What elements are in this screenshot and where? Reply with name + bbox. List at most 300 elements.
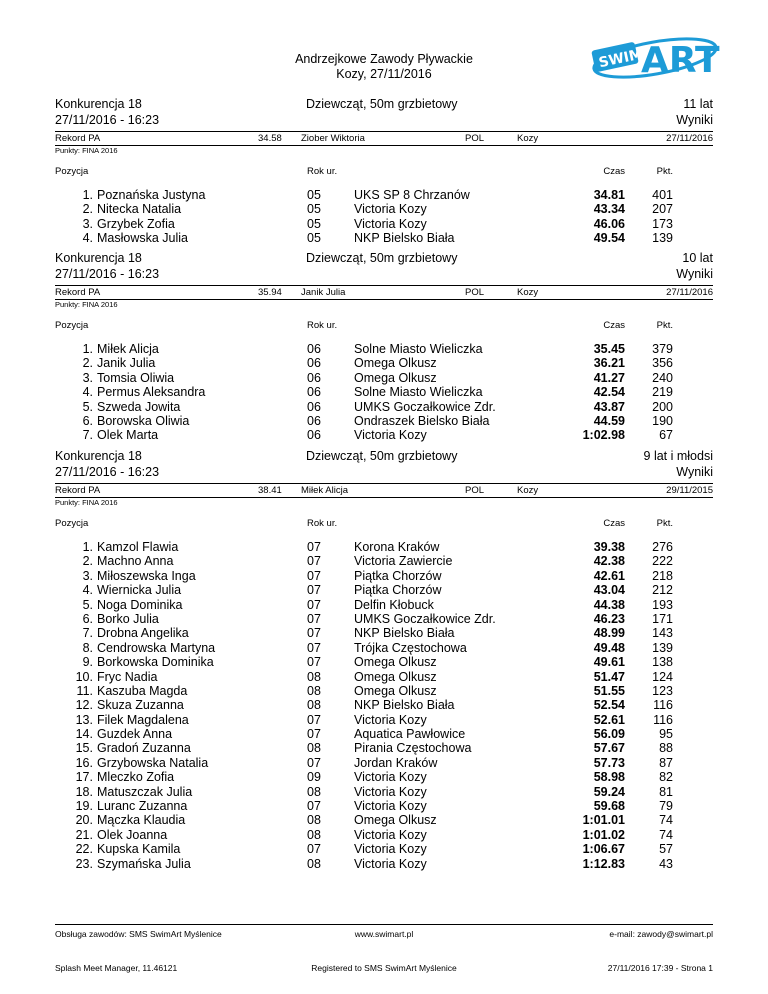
record-nation: POL <box>465 485 485 496</box>
result-position: 18. <box>75 784 93 799</box>
fina-points: 116 <box>653 712 673 727</box>
result-row <box>55 857 713 871</box>
club-name: Trójka Częstochowa <box>354 640 467 655</box>
birth-year: 08 <box>307 698 321 713</box>
result-row <box>55 713 713 727</box>
fina-points: 219 <box>652 385 673 400</box>
result-time: 46.06 <box>593 216 625 231</box>
club-name: Omega Olkusz <box>354 356 437 371</box>
swimmer-name: Masłowska Julia <box>97 231 189 246</box>
swimmer-name: Borkowska Dominika <box>97 655 214 670</box>
birth-year: 06 <box>307 399 321 414</box>
swimmer-name: Matuszczak Julia <box>97 784 193 799</box>
club-name: NKP Bielsko Biała <box>354 231 455 246</box>
event-title: Konkurencja 18 <box>55 449 142 463</box>
result-time: 57.67 <box>593 741 625 756</box>
record-place: Kozy <box>517 287 539 298</box>
birth-year: 05 <box>307 216 321 231</box>
result-row <box>55 655 713 669</box>
result-row <box>55 583 713 597</box>
result-time: 35.45 <box>593 342 625 356</box>
birth-year: 07 <box>307 727 321 742</box>
result-time: 1:12.83 <box>582 856 625 871</box>
record-nation: POL <box>465 287 485 298</box>
club-name: Ondraszek Bielsko Biała <box>354 413 490 428</box>
result-time: 48.99 <box>593 626 625 641</box>
club-name: Omega Olkusz <box>354 683 437 698</box>
result-row <box>55 385 713 399</box>
birth-year: 08 <box>307 856 321 871</box>
result-row <box>55 202 713 216</box>
club-name: Omega Olkusz <box>354 370 437 385</box>
event-kind: Wyniki <box>676 266 713 281</box>
club-name: NKP Bielsko Biała <box>354 626 455 641</box>
swimmer-name: Mączka Klaudia <box>97 813 186 828</box>
result-position: 10. <box>75 669 93 684</box>
record-place: Kozy <box>517 133 539 144</box>
result-position: 20. <box>75 813 93 828</box>
record-date: 29/11/2015 <box>666 485 713 496</box>
fina-points: 139 <box>652 640 673 655</box>
swimmer-name: Cendrowska Martyna <box>97 640 216 655</box>
meet-title: Andrzejkowe Zawody Pływackie <box>295 52 473 66</box>
swimmer-name: Miłoszewska Inga <box>97 568 196 583</box>
result-position: 7. <box>82 428 93 443</box>
result-position: 14. <box>75 727 93 742</box>
birth-year: 07 <box>307 655 321 670</box>
event-name: Dziewcząt, 50m grzbietowy <box>306 251 458 265</box>
birth-year: 07 <box>307 583 321 598</box>
result-position: 2. <box>82 356 93 371</box>
result-row <box>55 799 713 813</box>
record-holder: Miłek Alicja <box>301 485 348 496</box>
birth-year: 07 <box>307 712 321 727</box>
club-name: UKS SP 8 Chrzanów <box>354 188 470 202</box>
result-position: 2. <box>82 202 93 217</box>
birth-year: 07 <box>307 842 321 857</box>
swimmer-name: Kamzol Flawia <box>97 540 179 554</box>
swimmer-name: Szymańska Julia <box>97 856 191 871</box>
birth-year: 07 <box>307 611 321 626</box>
footer-software: Splash Meet Manager, 11.46121 <box>55 963 178 973</box>
swimmer-name: Kupska Kamila <box>97 842 181 857</box>
result-row <box>55 598 713 612</box>
yob-header: Rok ur. <box>307 166 338 177</box>
fina-points: 379 <box>652 342 673 356</box>
result-row <box>55 641 713 655</box>
fina-points: 43 <box>659 856 673 871</box>
svg-text:SWIM: SWIM <box>597 46 645 72</box>
result-row <box>55 414 713 428</box>
record-label: Rekord PA <box>55 287 101 298</box>
swimmer-name: Mleczko Zofia <box>97 770 175 785</box>
swimmer-name: Luranc Zuzanna <box>97 799 188 814</box>
result-time: 1:01.02 <box>582 827 625 842</box>
event-datetime: 27/11/2016 - 16:23 <box>55 266 160 281</box>
result-time: 59.24 <box>593 784 625 799</box>
footer-printed: 27/11/2016 17:39 - Strona 1 <box>607 963 713 973</box>
column-headers <box>55 517 713 530</box>
result-time: 49.61 <box>593 655 625 670</box>
result-row <box>55 828 713 842</box>
event-name: Dziewcząt, 50m grzbietowy <box>306 97 458 111</box>
yob-header: Rok ur. <box>307 518 338 529</box>
result-row <box>55 231 713 245</box>
result-time: 43.34 <box>593 202 625 217</box>
club-name: Victoria Kozy <box>354 842 427 857</box>
result-time: 49.54 <box>593 231 625 246</box>
result-time: 39.38 <box>593 540 625 554</box>
fina-points: 222 <box>652 554 673 569</box>
record-line <box>55 285 713 300</box>
swimmer-name: Grzybowska Natalia <box>97 755 209 770</box>
fina-points: 401 <box>652 188 673 202</box>
fina-points: 212 <box>652 583 673 598</box>
birth-year: 07 <box>307 568 321 583</box>
fina-points: 123 <box>652 683 673 698</box>
result-row <box>55 540 713 554</box>
result-row <box>55 428 713 442</box>
birth-year: 07 <box>307 540 321 554</box>
points-note: Punkty: FINA 2016 <box>55 146 118 155</box>
club-name: Piątka Chorzów <box>354 583 442 598</box>
result-row <box>55 842 713 856</box>
fina-points: 79 <box>659 799 673 814</box>
result-position: 23. <box>75 856 93 871</box>
result-row <box>55 569 713 583</box>
fina-points: 82 <box>659 770 673 785</box>
fina-points: 143 <box>652 626 673 641</box>
fina-points: 74 <box>659 813 673 828</box>
result-position: 4. <box>82 231 93 246</box>
result-position: 1. <box>82 188 93 202</box>
fina-points: 81 <box>659 784 673 799</box>
result-position: 11. <box>76 683 93 698</box>
club-name: Delfin Kłobuck <box>354 597 434 612</box>
result-position: 3. <box>82 216 93 231</box>
result-time: 49.48 <box>593 640 625 655</box>
club-name: Victoria Kozy <box>354 784 427 799</box>
result-position: 4. <box>82 583 93 598</box>
birth-year: 07 <box>307 597 321 612</box>
record-time: 35.94 <box>258 287 282 298</box>
result-time: 1:02.98 <box>582 428 625 443</box>
fina-points: 74 <box>659 827 673 842</box>
event-kind: Wyniki <box>676 112 713 127</box>
result-time: 36.21 <box>593 356 625 371</box>
club-name: Jordan Kraków <box>354 755 438 770</box>
birth-year: 05 <box>307 188 321 202</box>
result-time: 59.68 <box>593 799 625 814</box>
result-position: 6. <box>82 413 93 428</box>
result-row <box>55 741 713 755</box>
result-time: 52.61 <box>593 712 625 727</box>
birth-year: 07 <box>307 640 321 655</box>
swimmer-name: Nitecka Natalia <box>97 202 182 217</box>
result-time: 44.38 <box>593 597 625 612</box>
result-position: 6. <box>82 611 93 626</box>
event-age: 9 lat i młodsi <box>643 449 713 463</box>
record-label: Rekord PA <box>55 133 101 144</box>
birth-year: 06 <box>307 370 321 385</box>
swimmer-name: Poznańska Justyna <box>97 188 206 202</box>
results-list <box>55 342 713 443</box>
result-row <box>55 770 713 784</box>
birth-year: 06 <box>307 342 321 356</box>
result-position: 22. <box>75 842 93 857</box>
result-position: 17. <box>75 770 93 785</box>
result-position: 19. <box>75 799 93 814</box>
record-holder: Janik Julia <box>301 287 346 298</box>
fina-points: 218 <box>652 568 673 583</box>
swimmer-name: Olek Marta <box>97 428 159 443</box>
swimmer-name: Guzdek Anna <box>97 727 173 742</box>
result-position: 9. <box>82 655 93 670</box>
event-title: Konkurencja 18 <box>55 251 142 265</box>
event-datetime: 27/11/2016 - 16:23 <box>55 112 160 127</box>
footer-email[interactable]: e-mail: zawody@swimart.pl <box>609 929 713 939</box>
club-name: UMKS Goczałkowice Zdr. <box>354 399 496 414</box>
club-name: Piątka Chorzów <box>354 568 442 583</box>
birth-year: 07 <box>307 554 321 569</box>
points-note: Punkty: FINA 2016 <box>55 498 118 507</box>
swimart-logo <box>585 24 720 82</box>
event-title: Konkurencja 18 <box>55 97 142 111</box>
result-row <box>55 684 713 698</box>
result-position: 8. <box>82 640 93 655</box>
result-position: 7. <box>82 626 93 641</box>
swimmer-name: Machno Anna <box>97 554 174 569</box>
swimmer-name: Kaszuba Magda <box>97 683 188 698</box>
result-position: 3. <box>82 370 93 385</box>
result-time: 1:01.01 <box>582 813 625 828</box>
swimmer-name: Grzybek Zofia <box>97 216 175 231</box>
meet-subtitle: Kozy, 27/11/2016 <box>336 67 432 81</box>
event-block-1 <box>55 97 713 246</box>
fina-points: 139 <box>652 231 673 246</box>
record-date: 27/11/2016 <box>666 133 713 144</box>
fina-points: 173 <box>652 216 673 231</box>
pts-header: Pkt. <box>656 518 673 529</box>
swimmer-name: Filek Magdalena <box>97 712 189 727</box>
result-row <box>55 670 713 684</box>
result-row <box>55 813 713 827</box>
result-row <box>55 217 713 231</box>
event-age: 11 lat <box>683 97 713 111</box>
birth-year: 06 <box>307 428 321 443</box>
fina-points: 87 <box>659 755 673 770</box>
result-row <box>55 727 713 741</box>
fina-points: 57 <box>659 842 673 857</box>
result-time: 43.04 <box>593 583 625 598</box>
fina-points: 171 <box>652 611 673 626</box>
record-place: Kozy <box>517 485 539 496</box>
pts-header: Pkt. <box>656 166 673 177</box>
event-block-3 <box>55 449 713 871</box>
result-position: 4. <box>82 385 93 400</box>
result-position: 16. <box>75 755 93 770</box>
record-date: 27/11/2016 <box>666 287 713 298</box>
result-position: 1. <box>82 342 93 356</box>
record-time: 38.41 <box>258 485 282 496</box>
result-time: 58.98 <box>593 770 625 785</box>
swimmer-name: Borowska Oliwia <box>97 413 190 428</box>
birth-year: 07 <box>307 626 321 641</box>
club-name: Victoria Kozy <box>354 827 427 842</box>
event-age: 10 lat <box>682 251 713 265</box>
club-name: Victoria Kozy <box>354 428 427 443</box>
event-block-2 <box>55 251 713 443</box>
swimmer-name: Drobna Angelika <box>97 626 189 641</box>
fina-points: 207 <box>652 202 673 217</box>
swimmer-name: Olek Joanna <box>97 827 168 842</box>
swimmer-name: Janik Julia <box>97 356 156 371</box>
record-label: Rekord PA <box>55 485 101 496</box>
club-name: Omega Olkusz <box>354 655 437 670</box>
result-time: 52.54 <box>593 698 625 713</box>
result-row <box>55 342 713 356</box>
swimmer-name: Wiernicka Julia <box>97 583 182 598</box>
yob-header: Rok ur. <box>307 320 338 331</box>
result-time: 34.81 <box>593 188 625 202</box>
column-headers <box>55 165 713 178</box>
fina-points: 190 <box>652 413 673 428</box>
result-row <box>55 756 713 770</box>
club-name: Victoria Kozy <box>354 216 427 231</box>
birth-year: 08 <box>307 813 321 828</box>
birth-year: 08 <box>307 669 321 684</box>
time-header: Czas <box>603 166 625 177</box>
birth-year: 08 <box>307 784 321 799</box>
birth-year: 06 <box>307 385 321 400</box>
result-time: 43.87 <box>593 399 625 414</box>
pos-header: Pozycja <box>55 320 89 331</box>
club-name: Victoria Kozy <box>354 770 427 785</box>
result-position: 1. <box>82 540 93 554</box>
results-list <box>55 540 713 871</box>
swimmer-name: Fryc Nadia <box>97 669 158 684</box>
footer-website[interactable]: www.swimart.pl <box>354 929 414 939</box>
result-time: 42.61 <box>593 568 625 583</box>
event-datetime: 27/11/2016 - 16:23 <box>55 464 160 479</box>
results-list <box>55 188 713 246</box>
result-time: 44.59 <box>593 413 625 428</box>
footer-divider <box>55 924 713 925</box>
result-time: 42.54 <box>593 385 625 400</box>
record-holder: Ziober Wiktoria <box>301 133 365 144</box>
fina-points: 67 <box>659 428 673 443</box>
birth-year: 08 <box>307 741 321 756</box>
pos-header: Pozycja <box>55 166 89 177</box>
result-position: 2. <box>82 554 93 569</box>
time-header: Czas <box>603 518 625 529</box>
swimmer-name: Miłek Alicja <box>97 342 159 356</box>
pts-header: Pkt. <box>656 320 673 331</box>
result-position: 21. <box>75 827 93 842</box>
birth-year: 05 <box>307 231 321 246</box>
result-position: 12. <box>75 698 93 713</box>
result-time: 57.73 <box>593 755 625 770</box>
result-time: 42.38 <box>593 554 625 569</box>
birth-year: 07 <box>307 799 321 814</box>
fina-points: 88 <box>659 741 673 756</box>
fina-points: 95 <box>659 727 673 742</box>
birth-year: 08 <box>307 683 321 698</box>
time-header: Czas <box>603 320 625 331</box>
result-row <box>55 188 713 202</box>
result-position: 15. <box>75 741 93 756</box>
club-name: Victoria Zawiercie <box>354 554 453 569</box>
swimmer-name: Permus Aleksandra <box>97 385 206 400</box>
birth-year: 09 <box>307 770 321 785</box>
club-name: Omega Olkusz <box>354 669 437 684</box>
pos-header: Pozycja <box>55 518 89 529</box>
club-name: Solne Miasto Wieliczka <box>354 342 483 356</box>
swimmer-name: Borko Julia <box>97 611 159 626</box>
fina-points: 116 <box>653 698 673 713</box>
result-row <box>55 400 713 414</box>
club-name: Victoria Kozy <box>354 799 427 814</box>
result-row <box>55 612 713 626</box>
record-line <box>55 131 713 146</box>
swimmer-name: Szweda Jowita <box>97 399 181 414</box>
event-kind: Wyniki <box>676 464 713 479</box>
club-name: Pirania Częstochowa <box>354 741 472 756</box>
result-position: 13. <box>75 712 93 727</box>
fina-points: 200 <box>652 399 673 414</box>
result-time: 46.23 <box>593 611 625 626</box>
swimmer-name: Tomsia Oliwia <box>97 370 175 385</box>
result-position: 5. <box>82 399 93 414</box>
svg-text:ART: ART <box>641 40 720 81</box>
fina-points: 356 <box>652 356 673 371</box>
swimmer-name: Noga Dominika <box>97 597 183 612</box>
result-row <box>55 626 713 640</box>
result-row <box>55 371 713 385</box>
record-time: 34.58 <box>258 133 282 144</box>
result-position: 3. <box>82 568 93 583</box>
footer-registered: Registered to SMS SwimArt Myślenice <box>311 963 457 973</box>
birth-year: 07 <box>307 755 321 770</box>
result-position: 5. <box>82 597 93 612</box>
fina-points: 240 <box>652 370 673 385</box>
fina-points: 276 <box>652 540 673 554</box>
result-row <box>55 554 713 568</box>
fina-points: 124 <box>652 669 673 684</box>
club-name: UMKS Goczałkowice Zdr. <box>354 611 496 626</box>
swimmer-name: Gradoń Zuzanna <box>97 741 191 756</box>
birth-year: 05 <box>307 202 321 217</box>
result-time: 1:06.67 <box>582 842 625 857</box>
result-time: 41.27 <box>593 370 625 385</box>
result-row <box>55 785 713 799</box>
club-name: NKP Bielsko Biała <box>354 698 455 713</box>
fina-points: 138 <box>652 655 673 670</box>
record-line <box>55 483 713 498</box>
birth-year: 06 <box>307 356 321 371</box>
birth-year: 08 <box>307 827 321 842</box>
result-time: 56.09 <box>593 727 625 742</box>
club-name: Victoria Kozy <box>354 712 427 727</box>
club-name: Victoria Kozy <box>354 202 427 217</box>
column-headers <box>55 319 713 332</box>
result-row <box>55 698 713 712</box>
club-name: Solne Miasto Wieliczka <box>354 385 483 400</box>
birth-year: 06 <box>307 413 321 428</box>
club-name: Omega Olkusz <box>354 813 437 828</box>
footer-operator: Obsługa zawodów: SMS SwimArt Myślenice <box>55 929 222 939</box>
result-row <box>55 356 713 370</box>
